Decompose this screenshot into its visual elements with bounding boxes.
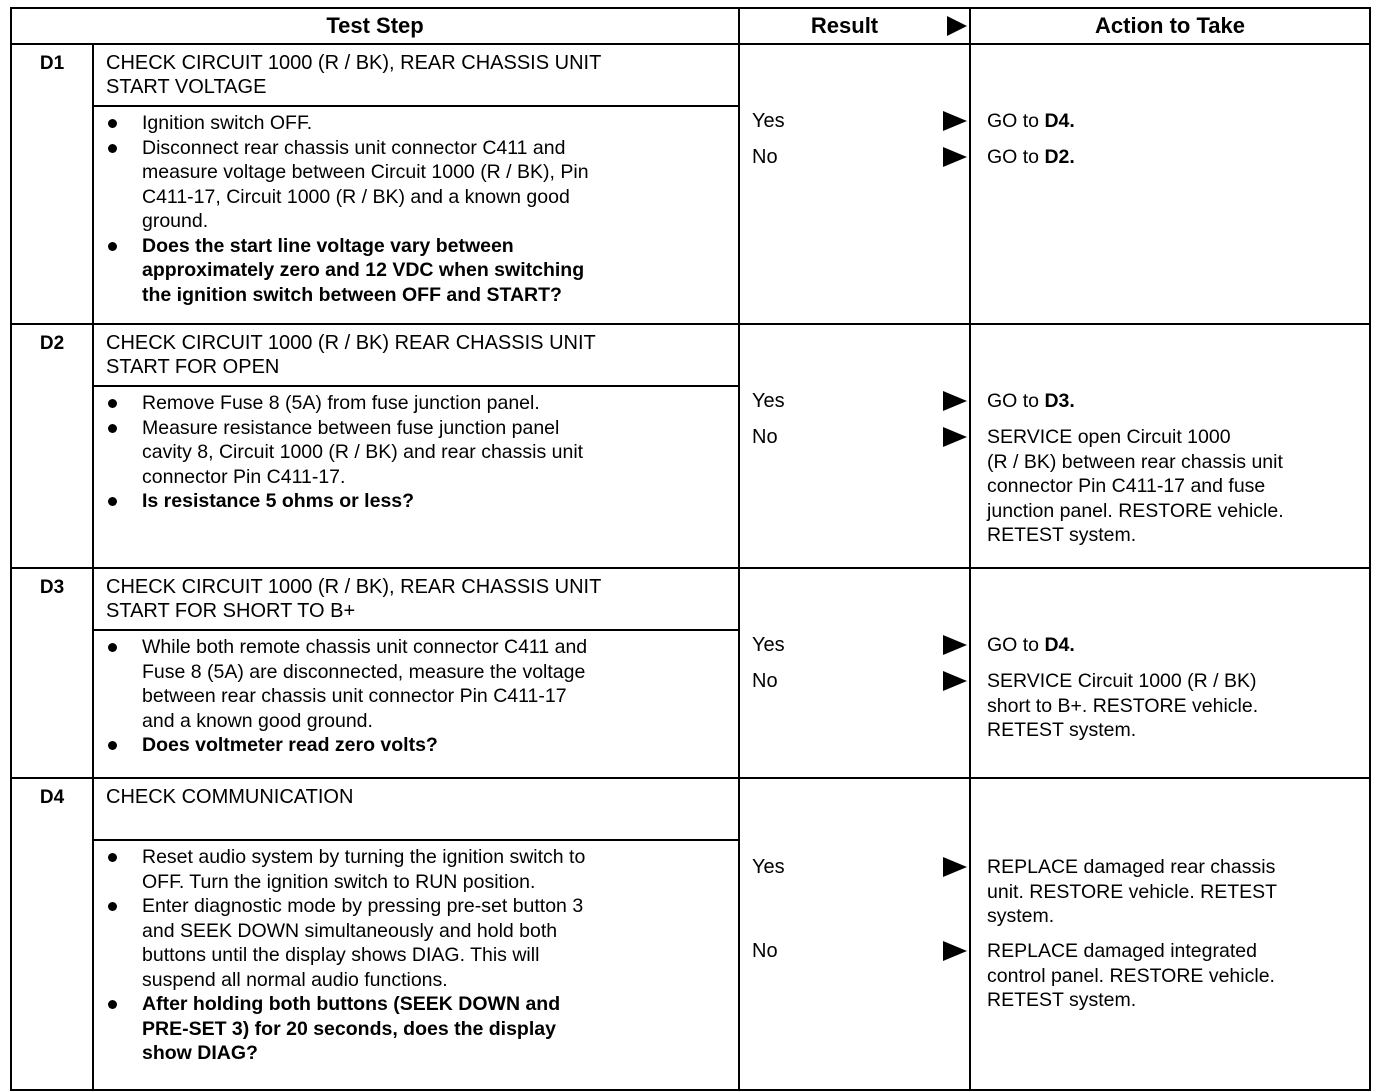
text-line: unit. RESTORE vehicle. RETEST (987, 880, 1278, 903)
result-no: No (752, 940, 778, 962)
test-question (108, 489, 728, 514)
text-line: ground. (142, 210, 209, 232)
result-no: No (752, 146, 778, 168)
text-line: buttons until the display shows DIAG. This will (142, 944, 540, 966)
header-test-step: Test Step (11, 8, 739, 44)
action-cell (970, 568, 1370, 778)
arrow-right-icon (943, 857, 967, 877)
text-line: CHECK CIRCUIT 1000 (R / BK) REAR CHASSIS UNIT (106, 332, 596, 354)
result-cell (739, 324, 970, 568)
action-cell (970, 44, 1370, 324)
result-yes: Yes (752, 110, 785, 132)
text-line: Does the start line voltage vary between (142, 234, 514, 257)
bullet-icon (108, 741, 117, 750)
step-instructions (93, 840, 739, 1090)
text-line: Ignition switch OFF. (142, 112, 313, 134)
step-title (93, 778, 739, 840)
text-line: RETEST system. (987, 719, 1137, 741)
result-no: No (752, 670, 778, 692)
bullet-icon (108, 497, 117, 506)
header-action: Action to Take (970, 8, 1370, 44)
action-step-ref: D4. (1044, 110, 1075, 132)
text-line: OFF. Turn the ignition switch to RUN position. (142, 870, 536, 893)
bullet-icon (108, 399, 117, 408)
text-line: suspend all normal audio functions. (142, 968, 448, 991)
text-line: measure voltage between Circuit 1000 (R / BK), Pin (142, 161, 589, 183)
text-line: Remove Fuse 8 (5A) from fuse junction panel. (142, 392, 540, 414)
instruction-item (108, 391, 728, 416)
text-line: (R / BK) between rear chassis unit (987, 450, 1283, 473)
action-prefix: GO to (987, 110, 1045, 132)
action-text (987, 425, 1357, 548)
instruction-item (108, 635, 728, 733)
instruction-item (108, 416, 728, 490)
text-line: CHECK CIRCUIT 1000 (R / BK), REAR CHASSIS UNIT (106, 576, 602, 598)
text-line: approximately zero and 12 VDC when switching (142, 259, 585, 281)
step-title-row (11, 44, 1370, 106)
step-title-row (11, 568, 1370, 630)
header-result-label: Result (810, 13, 879, 38)
instruction-list (108, 111, 728, 307)
text-line: Reset audio system by turning the ignition switch to (142, 846, 586, 868)
text-line: between rear chassis unit connector Pin C411-17 (142, 685, 567, 707)
text-line: RETEST system. (987, 524, 1137, 546)
test-question (108, 234, 728, 308)
bullet-icon (108, 242, 117, 251)
text-line: connector Pin C411-17 and fuse (987, 475, 1266, 497)
text-line: junction panel. RESTORE vehicle. (987, 499, 1284, 522)
text-line: connector Pin C411-17. (142, 465, 346, 488)
action-cell (970, 324, 1370, 568)
action-text (987, 669, 1357, 743)
result-cell (739, 568, 970, 778)
text-line: PRE-SET 3) for 20 seconds, does the display (142, 1017, 556, 1040)
bullet-icon (108, 424, 117, 433)
action-step-ref: D2. (1044, 146, 1075, 168)
test-question (108, 992, 728, 1066)
step-title-row (11, 778, 1370, 840)
text-line: CHECK CIRCUIT 1000 (R / BK), REAR CHASSIS UNIT (106, 52, 602, 74)
text-line: the ignition switch between OFF and START? (142, 283, 562, 306)
text-line: system. (987, 905, 1055, 927)
text-line: REPLACE damaged rear chassis (987, 856, 1276, 878)
result-cell (739, 778, 970, 1090)
step-instructions (93, 386, 739, 568)
instruction-item (108, 136, 728, 234)
bullet-icon (108, 119, 117, 128)
text-line: REPLACE damaged integrated (987, 940, 1257, 962)
test-question (108, 733, 728, 758)
bullet-icon (108, 853, 117, 862)
arrow-right-icon (943, 671, 967, 691)
result-yes: Yes (752, 390, 785, 412)
action-text (987, 389, 1357, 414)
step-title (93, 324, 739, 386)
action-text (987, 633, 1357, 658)
step-id: D1 (11, 44, 93, 324)
action-text (987, 855, 1357, 929)
step-title (93, 568, 739, 630)
step-id: D4 (11, 778, 93, 1090)
text-line: SERVICE open Circuit 1000 (987, 426, 1231, 448)
arrow-right-icon (943, 635, 967, 655)
text-line: cavity 8, Circuit 1000 (R / BK) and rear chassis unit (142, 441, 584, 463)
arrow-right-icon (947, 16, 967, 36)
instruction-item (108, 111, 728, 136)
text-line: START VOLTAGE (106, 76, 267, 98)
header-row (11, 8, 1370, 44)
arrow-right-icon (943, 147, 967, 167)
action-step-ref: D4. (1044, 634, 1075, 656)
text-line: Enter diagnostic mode by pressing pre-set button 3 (142, 895, 584, 917)
instruction-item (108, 845, 728, 894)
text-line: After holding both buttons (SEEK DOWN and (142, 993, 561, 1015)
step-title-row (11, 324, 1370, 386)
text-line: Fuse 8 (5A) are disconnected, measure the voltage (142, 660, 586, 683)
text-line: CHECK COMMUNICATION (106, 786, 354, 808)
text-line: show DIAG? (142, 1042, 258, 1064)
result-yes: Yes (752, 856, 785, 878)
step-id: D2 (11, 324, 93, 568)
action-text (987, 145, 1357, 170)
step-title (93, 44, 739, 106)
diagnostic-table (10, 7, 1371, 1091)
action-prefix: GO to (987, 390, 1045, 412)
action-prefix: GO to (987, 146, 1045, 168)
text-line: control panel. RESTORE vehicle. (987, 964, 1275, 987)
text-line: Is resistance 5 ohms or less? (142, 490, 415, 512)
bullet-icon (108, 902, 117, 911)
text-line: Does voltmeter read zero volts? (142, 734, 438, 756)
text-line: and a known good ground. (142, 709, 373, 732)
text-line: and SEEK DOWN simultaneously and hold both (142, 919, 558, 942)
arrow-right-icon (943, 391, 967, 411)
bullet-icon (108, 144, 117, 153)
action-text (987, 939, 1357, 1013)
action-cell (970, 778, 1370, 1090)
text-line: short to B+. RESTORE vehicle. (987, 694, 1259, 717)
text-line: START FOR OPEN (106, 356, 280, 378)
arrow-right-icon (943, 941, 967, 961)
instruction-list (108, 845, 728, 1066)
action-step-ref: D3. (1044, 390, 1075, 412)
bullet-icon (108, 643, 117, 652)
text-line: SERVICE Circuit 1000 (R / BK) (987, 670, 1257, 692)
result-cell (739, 44, 970, 324)
text-line: Disconnect rear chassis unit connector C411 and (142, 136, 566, 159)
step-id: D3 (11, 568, 93, 778)
instruction-list (108, 635, 728, 758)
action-prefix: GO to (987, 634, 1045, 656)
instruction-list (108, 391, 728, 514)
text-line: While both remote chassis unit connector C411 and (142, 636, 588, 658)
text-line: START FOR SHORT TO B+ (106, 600, 356, 622)
arrow-right-icon (943, 111, 967, 131)
arrow-right-icon (943, 427, 967, 447)
action-text (987, 109, 1357, 134)
result-no: No (752, 426, 778, 448)
header-result (739, 8, 970, 44)
step-instructions (93, 630, 739, 778)
step-instructions (93, 106, 739, 324)
instruction-item (108, 894, 728, 992)
text-line: RETEST system. (987, 989, 1137, 1011)
result-yes: Yes (752, 634, 785, 656)
text-line: C411-17, Circuit 1000 (R / BK) and a known good (142, 185, 570, 208)
text-line: Measure resistance between fuse junction panel (142, 416, 560, 439)
